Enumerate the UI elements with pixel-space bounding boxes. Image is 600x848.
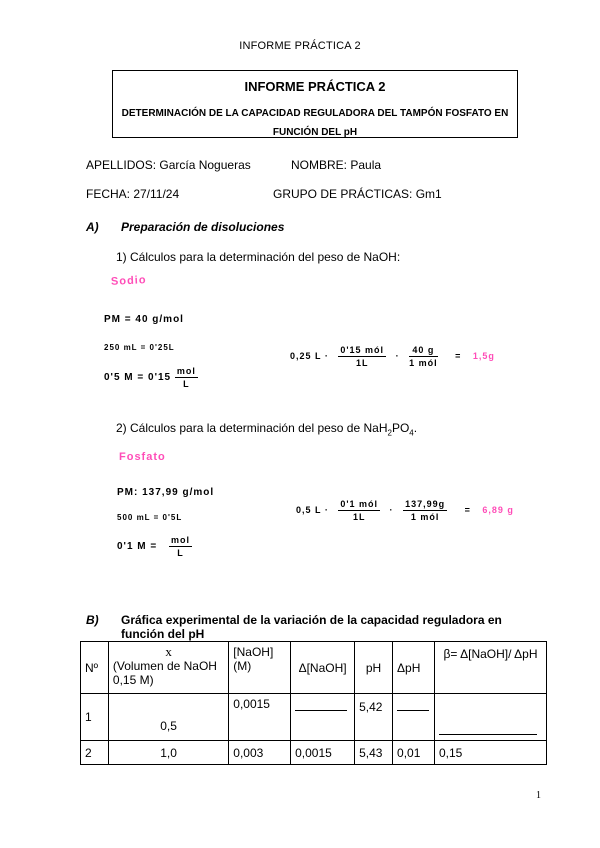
- fosfato-molarity-fraction: [169, 535, 192, 558]
- header-delta-ph: ΔpH: [393, 642, 435, 694]
- naoh-molarity-line: [104, 366, 198, 389]
- row2-x: 1,0: [108, 741, 228, 765]
- row1-delta-ph: [393, 694, 435, 741]
- naoh-calculation: [290, 345, 495, 368]
- row1-ph: 5,42: [355, 694, 393, 741]
- results-table: [80, 641, 547, 765]
- fosfato-calc-result: 6,89 g: [482, 504, 514, 515]
- row1-n: 1: [81, 694, 109, 741]
- naoh-calc-frac1-den: 1L: [355, 358, 369, 368]
- fosfato-calc-frac1-num: 0'1 mól: [340, 499, 379, 509]
- naoh-calc-dot: ·: [395, 350, 400, 361]
- naoh-calc-frac1-num: 0'15 mól: [340, 345, 385, 355]
- document-subtitle: [113, 104, 517, 142]
- nombre-field: NOMBRE: Paula: [291, 158, 382, 172]
- section-b-title-line-2: función del pH: [121, 627, 205, 641]
- row1-naoh: 0,0015: [229, 694, 291, 741]
- item-2-mid: PO: [391, 421, 410, 435]
- header-x: [108, 642, 228, 694]
- item-2-text: [116, 421, 417, 437]
- naoh-pm-line: PM = 40 g/mol: [104, 314, 184, 325]
- grupo-field: GRUPO DE PRÁCTICAS: Gm1: [273, 187, 442, 201]
- table-row: [81, 741, 547, 765]
- row2-n: 2: [81, 741, 109, 765]
- header-n: Nº: [81, 642, 109, 694]
- sodio-heading: Sodio: [110, 274, 147, 288]
- header-beta: β= Δ[NaOH]/ ΔpH: [435, 642, 547, 694]
- fosfato-molarity-left: 0'1 M =: [117, 541, 158, 553]
- fosfato-calc-frac1-den: 1L: [352, 512, 366, 522]
- row1-delta-naoh-blank: [295, 700, 347, 711]
- fosfato-calc-fraction-1: [338, 499, 380, 522]
- header-x-desc: (Volumen de NaOH 0,15 M): [112, 659, 217, 687]
- subtitle-line-1: DETERMINACIÓN DE LA CAPACIDAD REGULADORA DEL TAMPÓN FOSFATO EN: [121, 108, 509, 119]
- naoh-molarity-den: L: [183, 379, 190, 389]
- naoh-calc-prefix: 0,25 L ·: [290, 350, 329, 361]
- title-box: [112, 70, 518, 138]
- naoh-calc-frac2-num: 40 g: [409, 345, 438, 357]
- item-2-sub-2: 4: [409, 428, 414, 438]
- row2-naoh: 0,003: [229, 741, 291, 765]
- row1-delta-ph-blank: [397, 700, 429, 711]
- table-row: [81, 694, 547, 741]
- subtitle-line-2: FUNCIÓN DEL pH: [272, 127, 358, 138]
- row1-delta-naoh: [291, 694, 355, 741]
- fosfato-calc-frac2-num: 137,99g: [405, 499, 446, 509]
- fosfato-calc-frac2-den: 1 mól: [410, 512, 440, 522]
- naoh-calc-fraction-2: [409, 345, 438, 368]
- naoh-calc-equals: =: [455, 350, 462, 361]
- row1-x: 0,5: [108, 694, 228, 741]
- naoh-volume-line: 250 mL = 0'25L: [104, 343, 175, 352]
- fosfato-molarity-num: mol: [171, 535, 191, 545]
- document-title: INFORME PRÁCTICA 2: [244, 79, 386, 94]
- fosfato-pm-line: PM: 137,99 g/mol: [117, 487, 215, 498]
- item-2-prefix: 2) Cálculos para la determinación del peso de NaH: [116, 421, 388, 435]
- header-ph: pH: [355, 642, 393, 694]
- naoh-calc-result: 1,5g: [472, 350, 495, 361]
- naoh-molarity-fraction: [175, 366, 198, 389]
- fosfato-calc-dot: ·: [389, 504, 394, 515]
- section-b-title: [121, 613, 502, 641]
- fosfato-volume-line: 500 mL = 0'5L: [117, 513, 183, 522]
- fosfato-molarity-den: L: [177, 548, 184, 558]
- table-header-row: [81, 642, 547, 694]
- fecha-field: FECHA: 27/11/24: [86, 187, 180, 201]
- item-2-suffix: .: [413, 421, 418, 435]
- naoh-molarity-left: 0'5 M = 0'15: [104, 372, 172, 384]
- row2-beta: 0,15: [435, 741, 547, 765]
- header-naoh: [NaOH] (M): [229, 642, 291, 694]
- item-2-sub-1: 2: [387, 428, 392, 438]
- fosfato-calc-prefix: 0,5 L ·: [296, 504, 329, 515]
- naoh-molarity-num: mol: [176, 366, 196, 376]
- fosfato-calculation: [296, 499, 514, 522]
- section-a-title: Preparación de disoluciones: [121, 220, 285, 234]
- fosfato-calc-equals: =: [464, 504, 471, 515]
- section-b-title-line-1: Gráfica experimental de la variación de la capacidad reguladora en: [121, 613, 502, 627]
- naoh-calc-fraction-1: [338, 345, 386, 368]
- running-header: INFORME PRÁCTICA 2: [239, 40, 361, 52]
- row2-delta-ph: 0,01: [393, 741, 435, 765]
- section-a-letter: A): [86, 220, 99, 234]
- naoh-calc-frac2-den: 1 mól: [409, 358, 438, 368]
- row1-beta: [435, 694, 547, 741]
- page-number: 1: [536, 790, 541, 801]
- item-1-text: 1) Cálculos para la determinación del peso de NaOH:: [116, 250, 401, 264]
- row1-beta-blank: [439, 724, 537, 735]
- apellidos-field: APELLIDOS: García Nogueras: [86, 158, 251, 172]
- header-delta-naoh: Δ[NaOH]: [291, 642, 355, 694]
- fosfato-heading: Fosfato: [119, 451, 166, 463]
- header-x-symbol: x: [165, 644, 172, 659]
- section-b-letter: B): [86, 613, 99, 627]
- fosfato-calc-fraction-2: [403, 499, 447, 522]
- row2-delta-naoh: 0,0015: [291, 741, 355, 765]
- fosfato-molarity-line: [117, 535, 192, 558]
- row2-ph: 5,43: [355, 741, 393, 765]
